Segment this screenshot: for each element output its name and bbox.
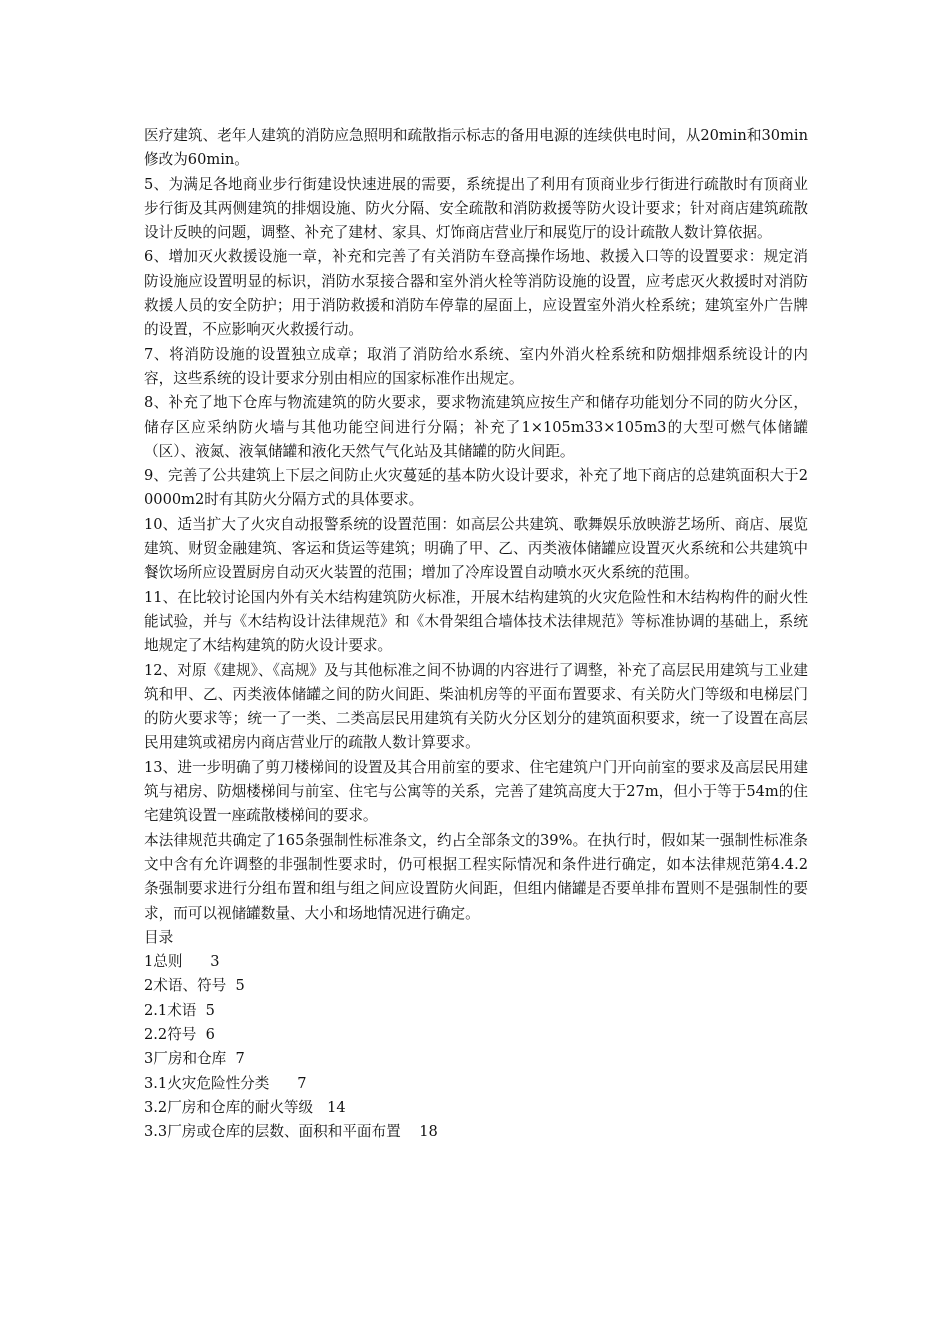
- paragraph-5: 8、补充了地下仓库与物流建筑的防火要求，要求物流建筑应按生产和储存功能划分不同的防火分区，储存区应采纳防火墙与其他功能空间进行分隔；补充了1×105m33×105m3的大型可燃气体储罐（区）、液氮、液氧储罐和液化天然气气化站及其储罐的防火间距。: [144, 394, 808, 460]
- document-page: [144, 124, 808, 1144]
- paragraph-7: 10、适当扩大了火灾自动报警系统的设置范围：如高层公共建筑、歌舞娱乐放映游艺场所、商店、展览建筑、财贸金融建筑、客运和货运等建筑；明确了甲、乙、丙类液体储罐应设置灭火系统和公共建筑中餐饮场所应设置厨房自动灭火装置的范围；增加了冷库设置自动喷水灭火系统的范围。: [144, 515, 808, 582]
- toc-item: 2.1术语 5: [144, 1001, 215, 1019]
- paragraph-2: 5、为满足各地商业步行街建设快速进展的需要，系统提出了利用有顶商业步行街进行疏散时有顶商业步行街及其两侧建筑的排烟设施、防火分隔、安全疏散和消防救援等防火设计要求；针对商店建筑疏散设计反映的问题，调整、补充了建材、家具、灯饰商店营业厅和展览厅的设计疏散人数计算依据。: [144, 175, 808, 242]
- toc-item: 1总则 3: [144, 953, 220, 971]
- toc-item: 3厂房和仓库 7: [144, 1050, 245, 1068]
- paragraph-8: 11、在比较讨论国内外有关木结构建筑防火标准，开展木结构建筑的火灾危险性和木结构构件的耐火性能试验，并与《木结构设计法律规范》和《木骨架组合墙体技术法律规范》等标准协调的基础上，系统地规定了木结构建筑的防火设计要求。: [144, 588, 808, 655]
- toc-item: 2.2符号 6: [144, 1025, 215, 1043]
- toc-item: 3.2厂房和仓库的耐火等级 14: [144, 1098, 346, 1116]
- paragraph-9: 12、对原《建规》、《高规》及与其他标准之间不协调的内容进行了调整，补充了高层民用建筑与工业建筑和甲、乙、丙类液体储罐之间的防火间距、柴油机房等的平面布置要求、有关防火门等级和电梯层门的防火要求等；统一了一类、二类高层民用建筑有关防火分区划分的建筑面积要求，统一了设置在高层民用建筑或裙房内商店营业厅的疏散人数计算要求。: [144, 661, 808, 752]
- paragraph-11: 本法律规范共确定了165条强制性标准条文，约占全部条文的39%。在执行时，假如某一强制性标准条文中含有允许调整的非强制性要求时，仍可根据工程实际情况和条件进行确定，如本法律规范第4.4.2条强制要求进行分组布置和组与组之间应设置防火间距，但组内储罐是否要单排布置则不是强制性的要求，而可以视储罐数量、大小和场地情况进行确定。: [144, 831, 808, 922]
- paragraph-1: 医疗建筑、老年人建筑的消防应急照明和疏散指示标志的备用电源的连续供电时间，从20min和30min修改为60min。: [144, 127, 808, 169]
- toc-item: 2术语、符号 5: [144, 977, 245, 995]
- paragraph-4: 7、将消防设施的设置独立成章；取消了消防给水系统、室内外消火栓系统和防烟排烟系统设计的内容，这些系统的设计要求分别由相应的国家标准作出规定。: [144, 345, 808, 387]
- paragraph-10: 13、进一步明确了剪刀楼梯间的设置及其合用前室的要求、住宅建筑户门开向前室的要求及高层民用建筑与裙房、防烟楼梯间与前室、住宅与公寓等的关系，完善了建筑高度大于27m，但小于等于54m的住宅建筑设置一座疏散楼梯间的要求。: [144, 758, 808, 825]
- toc-item: 3.1火灾危险性分类 7: [144, 1074, 307, 1092]
- toc-item: 3.3厂房或仓库的层数、面积和平面布置 18: [144, 1123, 438, 1141]
- paragraph-6: 9、完善了公共建筑上下层之间防止火灾蔓延的基本防火设计要求，补充了地下商店的总建筑面积大于20000m2时有其防火分隔方式的具体要求。: [144, 467, 808, 509]
- paragraph-3: 6、增加灭火救援设施一章，补充和完善了有关消防车登高操作场地、救援入口等的设置要求：规定消防设施应设置明显的标识，消防水泵接合器和室外消火栓等消防设施的设置，应考虑灭火救援时对消防救援人员的安全防护；用于消防救援和消防车停靠的屋面上，应设置室外消火栓系统；建筑室外广告牌的设置，不应影响灭火救援行动。: [144, 248, 808, 339]
- toc-title: 目录: [144, 928, 174, 946]
